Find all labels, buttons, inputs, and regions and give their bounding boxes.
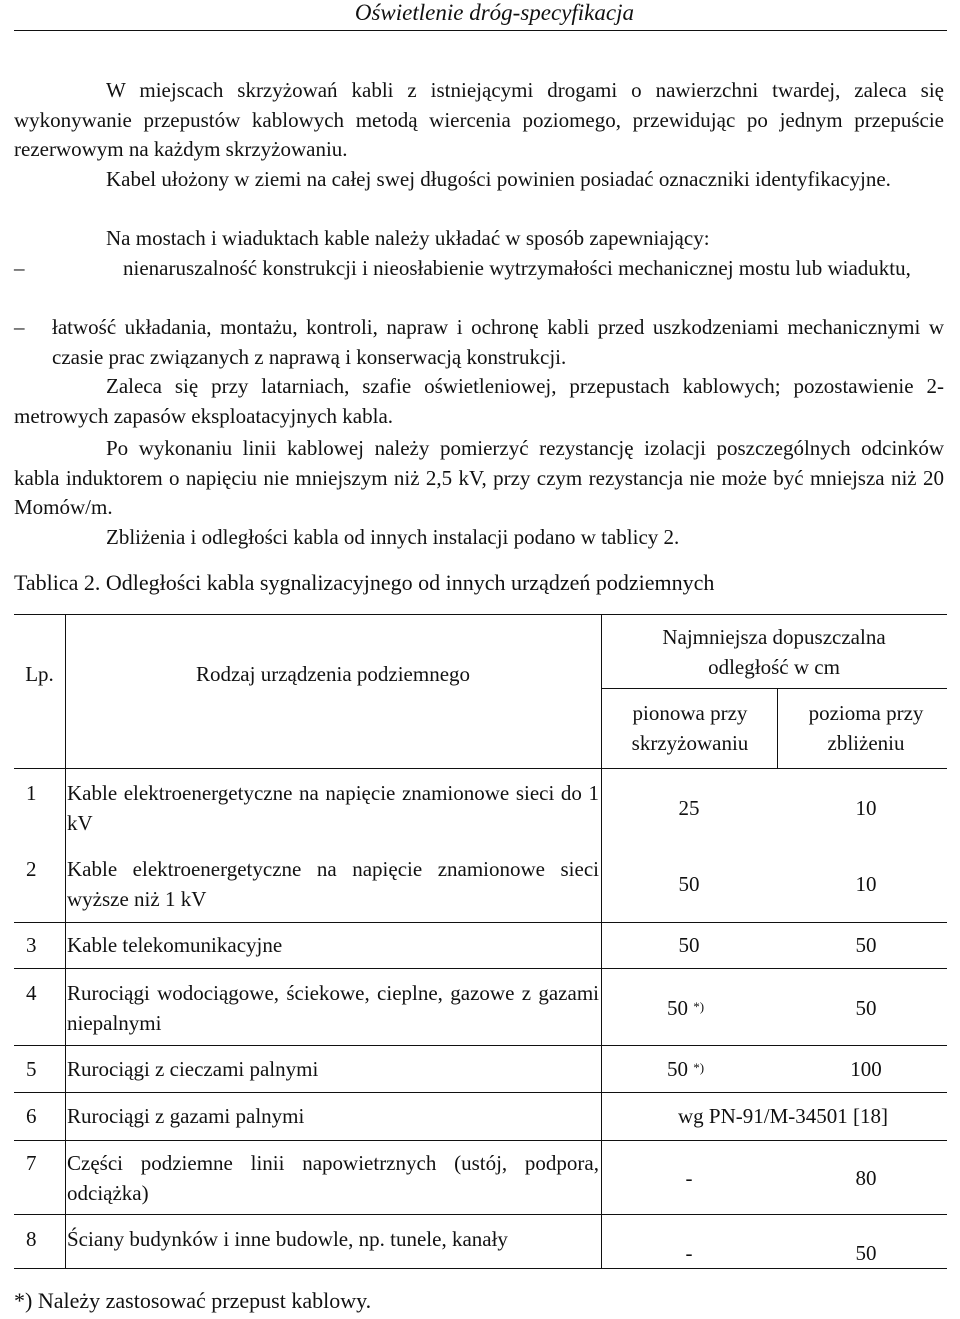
table-footnote: *) Należy zastosować przepust kablowy. [14,1288,372,1313]
paragraph-table-ref: Zbliżenia i odległości kabla od innych instalacji podano w tablicy 2. [106,525,680,549]
header-title: Oświetlenie dróg-specyfikacja [354,0,634,25]
table-row-divider [14,968,947,969]
row-5-type: Rurociągi z cieczami palnymi [67,1057,319,1081]
table-col-divider [777,688,778,768]
row-4-type: Rurociągi wodociągowe, ściekowe, cieplne, gazowe z gazami niepalnymi [67,981,599,1035]
row-2-lp: 2 [26,857,37,881]
row-5-horizontal: 100 [850,1057,882,1081]
list-item [14,254,944,284]
row-2-type: Kable elektroenergetyczne na napięcie znamionowe sieci wyższe niż 1 kV [67,857,599,911]
table-row-divider [14,1092,947,1093]
header-horizontal: pozioma przy zbliżeniu [808,701,924,755]
row-8-type: Ściany budynków i inne budowle, np. tunele, kanały [67,1227,508,1251]
row-1-lp: 1 [26,781,37,805]
row-8-vertical: - [685,1241,693,1265]
table-row-divider [14,1045,947,1046]
row-7-type: Części podziemne linii napowietrznych (ustój, podpora, odciążka) [67,1151,599,1205]
table-header-bottom [14,768,947,769]
table-header-divider [601,688,947,689]
paragraph-bridges: Na mostach i wiaduktach kable należy układać w sposób zapewniający: [106,226,710,250]
row-7-vertical: - [685,1166,693,1190]
row-5-vertical-value: 50 [667,1057,688,1081]
list-item-text [0,254,944,284]
list-item-1-text: nienaruszalność konstrukcji i nieosłabienie wytrzymałości mechanicznej mostu lub wiaduktu, [123,256,911,280]
header-vertical: pionowa przy skrzyżowaniu [631,701,749,755]
row-1-horizontal: 10 [855,796,877,820]
row-8-horizontal: 50 [855,1241,877,1265]
page-header [0,0,960,30]
row-6-lp: 6 [26,1104,37,1128]
row-5-vertical [667,1055,704,1085]
header-min-distance: Najmniejsza dopuszczalna odległość w cm [662,625,886,679]
footnote-mark: *) [693,999,705,1014]
table-border-bottom [14,1268,947,1269]
header-lp: Lp. [25,662,54,686]
row-1-type: Kable elektroenergetyczne na napięcie znamionowe sieci do 1 kV [67,781,599,835]
header-rule [14,30,947,31]
row-7-lp: 7 [26,1151,37,1175]
row-3-type: Kable telekomunikacyjne [67,933,283,957]
table-col-divider [65,614,66,1268]
row-3-lp: 3 [26,933,37,957]
table-row-divider [14,922,947,923]
list-item-text [14,313,944,372]
row-6-standard: wg PN-91/M-34501 [18] [678,1104,888,1128]
paragraph-resistance: Po wykonaniu linii kablowej należy pomierzyć rezystancję izolacji poszczególnych odcinków kabla induktorem o napięciu nie mniejszym niż 2,5 kV, przy czym rezystancja nie może być mniejsza niż 20 Momów/m. [14,436,944,519]
table-col-divider [601,614,602,1268]
footnote-mark: *) [693,1060,705,1075]
row-2-vertical: 50 [678,872,700,896]
row-6-type: Rurociągi z gazami palnymi [67,1104,305,1128]
row-8-lp: 8 [26,1227,37,1251]
row-4-vertical [667,994,704,1024]
row-1-vertical: 25 [678,796,700,820]
paragraph-crossings: W miejscach skrzyżowań kabli z istniejącymi drogami o nawierzchni twardej, zaleca się wykonywanie przepustów kablowych metodą wiercenia poziomego, przewidując po jednym przepuście rezerwowym na każdym skrzyżowaniu. [14,78,944,161]
table-caption: Tablica 2. Odległości kabla sygnalizacyjnego od innych urządzeń podziemnych [14,570,715,595]
row-4-vertical-value: 50 [667,996,688,1020]
list-item-2-text: łatwość układania, montażu, kontroli, napraw i ochronę kabli przed uszkodzeniami mechanicznymi w czasie prac związanych z naprawą i konserwacją konstrukcji. [52,315,944,369]
row-4-horizontal: 50 [855,996,877,1020]
table-row-divider [14,1214,947,1215]
header-device-type: Rodzaj urządzenia podziemnego [195,662,471,686]
row-3-vertical: 50 [678,933,700,957]
table-row-divider [14,1140,947,1141]
list-dash: – [14,256,25,280]
list-item [14,313,944,372]
table-border-top [14,614,947,615]
row-2-horizontal: 10 [855,872,877,896]
row-3-horizontal: 50 [855,933,877,957]
paragraph-reserve: Zaleca się przy latarniach, szafie oświetleniowej, przepustach kablowych; pozostawienie 2-metrowych zapasów eksploatacyjnych kabla. [14,374,944,428]
row-7-horizontal: 80 [855,1166,877,1190]
row-5-lp: 5 [26,1057,37,1081]
list-dash: – [14,315,25,339]
paragraph-markers: Kabel ułożony w ziemi na całej swej długości powinien posiadać oznaczniki identyfikacyjne. [106,167,891,191]
row-4-lp: 4 [26,981,37,1005]
